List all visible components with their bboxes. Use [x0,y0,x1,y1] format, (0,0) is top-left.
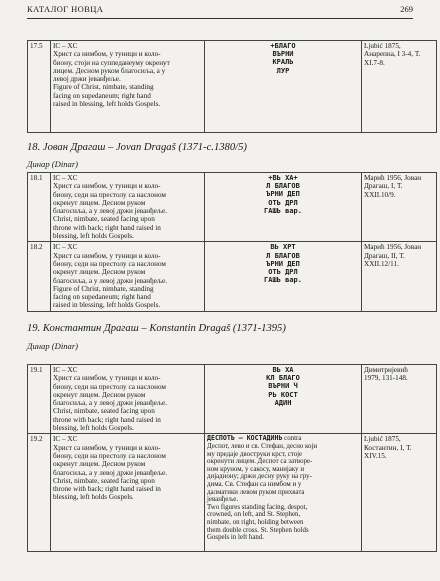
reference: Марић 1956, Јован Драгаш, I, Т. XXII.10/9. [362,173,437,242]
obverse-description: IC – XC Христ са нимбом, у туници и коло- биону, седи на престолу са наслоном окренут лицем. Десном руком благосиља, а у левој држи јеванђеље. Christ, nimbate, seated facing upon throne with back; right hand raised in blessing, left holds Gospels. [51,365,205,434]
running-header [27,4,413,17]
reference: Димитријевић 1979, 131-148. [362,365,437,434]
reverse-legend: ВЬ ХРТ Л БЛАГОВ ЪРНИ ДЕП ОТЬ ДРЛ ГАШЬ вар. [205,242,362,311]
entry-number: 18.2 [28,242,51,311]
obverse-description: IC – XC Христ са нимбом, у туници и коло- биону, седи на престолу са наслоном окренут лицем. Десном руком благосиља, а у левој држи јеванђеље. Christ, nimbate, seated facing upon throne with back; right hand raised in blessing, left holds Gospels. [51,173,205,242]
entry-number: 19.1 [28,365,51,434]
obverse-description: IC – XC Христ са нимбом, у туници и коло- биону, седи на престолу са наслоном окренут лицем. Десном руком благосиља, а у левој држи јеванђеље. Figure of Christ, nimbate, standing facing on supedaneum; right hand raised in blessing, left holds Gospels. [51,242,205,311]
reverse-description: ДЕСПОТЬ – КОСТАДИНЬ contra Деспот, лево и св. Стефан, десно који му предаје двоструки крст, стоје окренути лицем. Деспот са затворе- ном круном, у сакосу, манијаку и дијадиону; држи десну руку на гру- дима. Св. Стефан са нимбом и у далматики левом руком прихвата јеванђеље. Two figures standing facing, despot, crowned, on left, and St. Stephen, nimbate, on right, holding between them double cross. St. Stephen holds Gospels in left hand. [205,434,362,552]
catalogue-table-19 [27,364,437,552]
reference: Марић 1956, Јован Драгаш, II, Т. XXII.12/11. [362,242,437,311]
catalogue-table-17 [27,40,437,133]
running-title: КАТАЛОГ НОВЦА [27,4,104,14]
table-row [28,41,437,133]
denomination-label-18: Динар (Dinar) [27,159,79,169]
reference: Ljubić 1875, Костантин, I, Т. XIV.15. [362,434,437,552]
catalogue-table-18 [27,172,437,312]
table-row [28,365,437,434]
section-heading-18: 18. Јован Драгаш – Jovan Dragaš (1371-c.1380/5) [27,142,247,153]
entry-number: 18.1 [28,173,51,242]
table-row [28,242,437,311]
page-number: 269 [400,4,413,14]
reference: Ljubić 1875, Анарепна, I 3-4, Т. XI.7-8. [362,41,437,133]
reverse-legend: +ВЬ ХА+ Л БЛАГОВ ЪРНИ ДЕП ОТЬ ДРЛ ГАШЬ вар. [205,173,362,242]
obverse-description: IC – XC Христ са нимбом, у туници и коло- биону, седи на престолу са наслоном окренут лицем. Десном руком благосиља, а у левој држи јеванђеље. Christ, nimbate, seated facing upon throne with back; right hand raised in blessing, left holds Gospels. [51,434,205,552]
obverse-description: IC – XC Христ са нимбом, у туници и коло- биону, стоји на суппеданеуму окренут лицем. Десном руком благосиља, а у левој држи јеванђеље. Figure of Christ, nimbate, standing facing on supedaneum; right hand raised in blessing, left holds Gospels. [51,41,205,133]
entry-number: 17.5 [28,41,51,133]
reverse-legend: +БЛАГО ВЪРНИ КРАЛЬ ЛУР [205,41,362,133]
reverse-legend: ВЬ ХА КЛ БЛАГО ВЪРНИ Ч РЬ КОСТ АДИН [205,365,362,434]
table-row [28,434,437,552]
section-heading-19: 19. Константин Драгаш – Konstantin Dragaš (1371-1395) [27,323,286,334]
header-rule [27,18,413,19]
denomination-label-19: Динар (Dinar) [27,341,79,351]
table-row [28,173,437,242]
entry-number: 19.2 [28,434,51,552]
reverse-legend-text: ДЕСПОТЬ – КОСТАДИНЬ [207,434,283,443]
